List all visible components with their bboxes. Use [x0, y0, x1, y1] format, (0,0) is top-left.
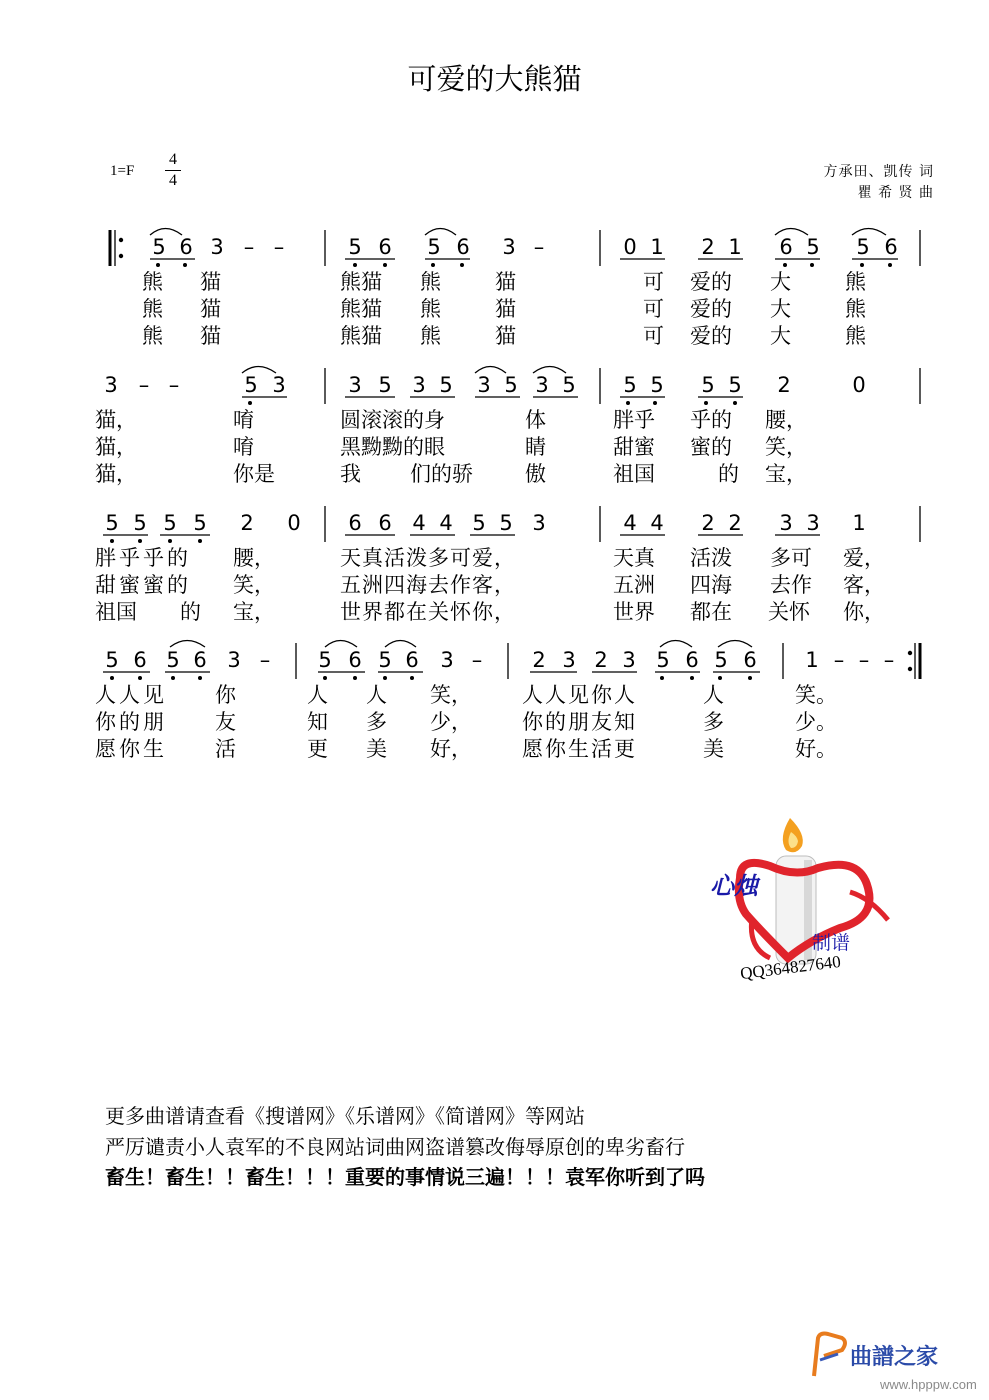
note: 5	[163, 511, 177, 535]
note: 3	[348, 373, 362, 397]
lyricist-credit: 方承田、凯传 词	[823, 164, 934, 180]
lyric: 爱的	[690, 270, 732, 294]
meter-top: 4	[169, 151, 177, 168]
lyric: 笑，	[430, 683, 472, 707]
note: 2	[594, 648, 608, 672]
lyric: 你，	[843, 600, 885, 624]
note: –	[259, 648, 271, 672]
lyric: 美	[366, 737, 387, 761]
lyric: 少，	[430, 710, 472, 734]
lyric: 熊	[420, 297, 441, 321]
lyric: 圆滚滚的身	[340, 408, 445, 432]
note: 4	[650, 511, 664, 535]
lyric: 胖乎乎的	[95, 546, 191, 570]
lyric: 唷	[233, 408, 254, 432]
note: 5	[499, 511, 513, 535]
lyric: 更	[307, 737, 328, 761]
note: 6	[456, 235, 470, 259]
lyric: 熊	[420, 324, 441, 348]
lyric: 笑。	[795, 683, 837, 707]
note: 5	[439, 373, 453, 397]
lyric: 猫	[495, 324, 516, 348]
note: 5	[806, 235, 820, 259]
note: 0	[852, 373, 866, 397]
note: 5	[378, 373, 392, 397]
lyric: 猫	[200, 324, 221, 348]
note: 3	[779, 511, 793, 535]
note: 5	[472, 511, 486, 535]
note: –	[471, 648, 483, 672]
lyric: 体	[525, 408, 546, 432]
note: 3	[210, 235, 224, 259]
lyric: 猫，	[95, 435, 137, 459]
lyric: 五洲	[613, 573, 655, 597]
lyric: 客，	[843, 573, 885, 597]
lyric: 腰，	[765, 408, 807, 432]
note: 1	[728, 235, 742, 259]
lyric: 人人见	[95, 683, 167, 707]
note: 2	[728, 511, 742, 535]
note: 6	[179, 235, 193, 259]
brand-name: 曲譜之家	[850, 1345, 939, 1370]
lyric: 熊猫	[340, 324, 382, 348]
note: 3	[104, 373, 118, 397]
note: 4	[412, 511, 426, 535]
note: 5	[427, 235, 441, 259]
note: 3	[535, 373, 549, 397]
lyric: 傲	[525, 462, 546, 486]
lyric: 祖国	[95, 600, 137, 624]
lyric: 爱，	[843, 546, 885, 570]
note: 5	[105, 511, 119, 535]
lyric: 的	[180, 600, 201, 624]
lyric: 爱的	[690, 324, 732, 348]
note: 5	[348, 235, 362, 259]
lyric: 熊	[420, 270, 441, 294]
lyric: 宝，	[233, 600, 275, 624]
lyric: 愿你生活更	[522, 737, 637, 761]
note: 3	[477, 373, 491, 397]
lyric: 熊	[142, 270, 163, 294]
lyric: 美	[703, 737, 724, 761]
note: 5	[244, 373, 258, 397]
note: 6	[348, 648, 362, 672]
lyric: 宝，	[765, 462, 807, 486]
note: 6	[133, 648, 147, 672]
lyric: 都在	[690, 600, 732, 624]
lyric: 活泼	[690, 546, 732, 570]
meter-bottom: 4	[169, 172, 177, 189]
logo-subtext: 制谱	[812, 932, 851, 954]
note: 3	[562, 648, 576, 672]
lyric: 愿你生	[95, 737, 167, 761]
lyric: 祖国	[613, 462, 655, 486]
note: 1	[805, 648, 819, 672]
brand-url[interactable]: www.hpppw.com	[880, 1377, 977, 1392]
lyric: 你的朋友知	[522, 710, 637, 734]
note: 3	[272, 373, 286, 397]
note: 1	[650, 235, 664, 259]
footer-line-1: 更多曲谱请查看《搜谱网》《乐谱网》《简谱网》等网站	[105, 1104, 585, 1128]
note: 2	[701, 511, 715, 535]
lyric: 你	[215, 683, 236, 707]
note: 5	[166, 648, 180, 672]
note: 6	[743, 648, 757, 672]
lyric: 甜蜜	[613, 435, 655, 459]
lyric: 黑黝黝的眼	[340, 435, 445, 459]
note: 2	[777, 373, 791, 397]
brand-icon	[808, 1330, 848, 1380]
key-signature: 1=F	[110, 163, 135, 179]
lyric: 多可	[770, 546, 812, 570]
lyric: 多	[366, 710, 387, 734]
note: –	[138, 373, 150, 397]
note: –	[168, 373, 180, 397]
lyric: 笑，	[765, 435, 807, 459]
lyric: 熊猫	[340, 270, 382, 294]
note: 5	[378, 648, 392, 672]
lyric: 活	[215, 737, 236, 761]
lyric: 你的朋	[95, 710, 167, 734]
note: 5	[562, 373, 576, 397]
note: 6	[685, 648, 699, 672]
lyric: 天真	[613, 546, 655, 570]
note: 1	[852, 511, 866, 535]
lyric: 人	[703, 683, 724, 707]
note: 5	[714, 648, 728, 672]
lyric: 大	[770, 324, 791, 348]
note: 2	[240, 511, 254, 535]
note: 5	[318, 648, 332, 672]
note: 3	[806, 511, 820, 535]
note: 0	[623, 235, 637, 259]
lyric: 睛	[525, 435, 546, 459]
lyric: 猫，	[95, 462, 137, 486]
note: –	[273, 235, 285, 259]
note: 5	[623, 373, 637, 397]
note: –	[243, 235, 255, 259]
note: 5	[152, 235, 166, 259]
lyric: 好，	[430, 737, 472, 761]
note: 5	[728, 373, 742, 397]
lyric: 猫	[495, 270, 516, 294]
lyric: 少。	[795, 710, 837, 734]
lyric: 胖乎	[613, 408, 655, 432]
note: 3	[532, 511, 546, 535]
lyric: 好。	[795, 737, 837, 761]
lyric: 人	[366, 683, 387, 707]
lyric: 可	[643, 324, 664, 348]
lyric: 猫	[495, 297, 516, 321]
logo-qq: QQ364827640	[739, 951, 842, 984]
note: –	[833, 648, 845, 672]
note: 5	[856, 235, 870, 259]
lyric: 蜜的	[690, 435, 732, 459]
note: 5	[701, 373, 715, 397]
lyric: 大	[770, 297, 791, 321]
lyric: 我	[340, 462, 361, 486]
lyric: 你是	[233, 462, 275, 486]
note: 5	[504, 373, 518, 397]
lyric: 甜蜜蜜的	[95, 573, 191, 597]
lyric: 熊猫	[340, 297, 382, 321]
note: 3	[502, 235, 516, 259]
lyric: 腰，	[233, 546, 275, 570]
lyric: 唷	[233, 435, 254, 459]
note: 6	[884, 235, 898, 259]
lyric: 爱的	[690, 297, 732, 321]
note: 4	[439, 511, 453, 535]
lyric: 熊	[142, 324, 163, 348]
note: 6	[779, 235, 793, 259]
note: 5	[656, 648, 670, 672]
lyric: 猫	[200, 270, 221, 294]
lyric: 乎的	[690, 408, 732, 432]
lyric: 可	[643, 297, 664, 321]
lyric: 四海	[690, 573, 732, 597]
note: 6	[378, 235, 392, 259]
lyric: 猫	[200, 297, 221, 321]
lyric: 多	[703, 710, 724, 734]
footer-line-3: 畜生！畜生！！畜生！！！重要的事情说三遍！！！袁军你听到了吗	[105, 1165, 705, 1189]
note: 4	[623, 511, 637, 535]
time-signature	[165, 150, 181, 191]
note: 6	[378, 511, 392, 535]
lyric: 去作	[770, 573, 812, 597]
lyric: 熊	[845, 270, 866, 294]
lyric: 猫，	[95, 408, 137, 432]
lyric: 关怀	[768, 600, 810, 624]
note: –	[883, 648, 895, 672]
lyric: 的	[718, 462, 739, 486]
note: 5	[133, 511, 147, 535]
note: 2	[532, 648, 546, 672]
lyric: 熊	[845, 297, 866, 321]
note: 3	[412, 373, 426, 397]
score-title: 可爱的大熊猫	[407, 62, 582, 96]
lyric: 大	[770, 270, 791, 294]
note: 5	[650, 373, 664, 397]
lyric: 五洲四海去作客，	[340, 573, 516, 597]
lyric: 熊	[142, 297, 163, 321]
lyric: 知	[307, 710, 328, 734]
note: 5	[193, 511, 207, 535]
note: 6	[348, 511, 362, 535]
lyric: 世界	[613, 600, 655, 624]
note: 3	[440, 648, 454, 672]
lyric: 熊	[845, 324, 866, 348]
lyric: 人人见你人	[522, 683, 637, 707]
note: –	[858, 648, 870, 672]
note: 3	[622, 648, 636, 672]
note: 6	[193, 648, 207, 672]
note: 6	[405, 648, 419, 672]
note: 0	[287, 511, 301, 535]
lyric: 可	[643, 270, 664, 294]
note: 5	[105, 648, 119, 672]
footer-line-2: 严厉谴责小人袁军的不良网站词曲网盗谱篡改侮辱原创的卑劣畜行	[105, 1135, 685, 1159]
lyric: 天真活泼多可爱，	[340, 546, 516, 570]
lyric: 友	[215, 710, 236, 734]
composer-credit: 瞿 希 贤 曲	[857, 185, 934, 201]
logo-text: 心烛	[710, 872, 758, 900]
lyric: 世界都在关怀你，	[340, 600, 516, 624]
lyric: 笑，	[233, 573, 275, 597]
lyric: 们的骄	[410, 462, 473, 486]
lyric: 人	[307, 683, 328, 707]
note: –	[533, 235, 545, 259]
note: 3	[227, 648, 241, 672]
note: 2	[701, 235, 715, 259]
